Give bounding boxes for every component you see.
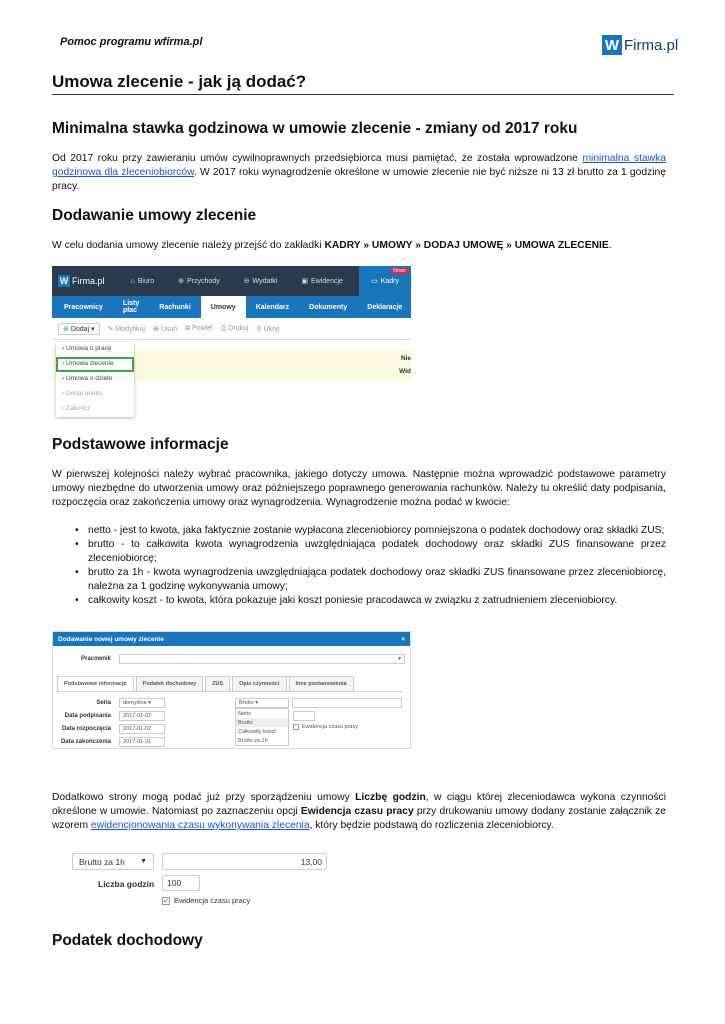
menu-item-zakoncz[interactable]: › Zakończ (62, 405, 91, 412)
start-date-input[interactable]: 2017-01-02 (119, 724, 165, 734)
minus-icon: ⊖ (243, 278, 250, 285)
screenshot-menu (52, 266, 411, 422)
hours-label: Liczba godzin (98, 879, 155, 889)
sub-nav (52, 296, 411, 318)
tab-description[interactable]: Opis czynności (232, 676, 286, 691)
tab-basic-info[interactable]: Podstawowe informacje (57, 676, 134, 691)
section-heading-adding: Dodawanie umowy zlecenie (52, 207, 257, 224)
duplicate-button[interactable]: ⧉ Powiel (185, 324, 213, 332)
nav-przychody[interactable]: ⊕ Przychody (178, 277, 220, 285)
option-total-cost[interactable]: Całkowity koszt (238, 728, 276, 735)
hours-input-row (293, 711, 315, 721)
screenshot-add-contract-dialog (52, 631, 411, 749)
tab-other[interactable]: Inne postanowienia (289, 676, 354, 691)
salary-type-row (235, 698, 402, 708)
chevron-down-icon: ▼ (140, 858, 147, 865)
start-date-row: Data rozpoczęcia 2017-01-02 (53, 724, 165, 734)
checkbox-checked-icon: ✓ (163, 897, 169, 905)
salary-type-select[interactable]: Brutto za 1h ▼ (72, 853, 154, 870)
hours-input[interactable] (293, 711, 315, 721)
app-logo: W Firma.pl (59, 276, 105, 286)
dialog-title-bar (53, 632, 410, 646)
time-record-link[interactable]: ewidencjonowania czasu wykonywania zlecenia (90, 820, 310, 831)
tab-income-tax[interactable]: Podatek dochodowy (136, 676, 203, 691)
paragraph-min-rate: Od 2017 roku przy zawieraniu umów cywilnoprawnych przedsiębiorca musi pamiętać, że została wprowadzone minimalna stawka godzinowa dla zleceniobiorców. W 2017 roku wynagrodzenie określone w umowie zlecenie nie być niższe ni 13 zł brutto za 1 godzinę pracy. (52, 153, 666, 192)
add-dropdown-menu (56, 342, 134, 417)
salary-type-select[interactable]: Brutto ▾ (235, 698, 289, 708)
option-brutto-1h[interactable]: Brutto za 1h (238, 737, 268, 744)
option-brutto[interactable]: Brutto (236, 718, 288, 727)
page-title: Umowa zlecenie - jak ją dodać? (52, 72, 674, 95)
nav-wydatki[interactable]: ⊖ Wydatki (243, 277, 278, 285)
print-button[interactable]: ⎙ Drukuj (220, 324, 249, 332)
seria-select[interactable]: domyślna ▾ (119, 698, 165, 708)
min-rate-link[interactable]: minimalna stawka godzinowa dla zleceniobiorców (52, 153, 666, 178)
info-text-2: Wid (399, 368, 411, 375)
wfirma-logo (602, 34, 678, 56)
employee-label: Pracownik (80, 656, 111, 662)
tab-zus[interactable]: ZUS (205, 676, 230, 691)
top-nav (52, 266, 411, 296)
hours-input[interactable]: 100 (162, 875, 200, 891)
paragraph-hours: Dodatkowo strony mogą podać już przy sporządzeniu umowy Liczbę godzin, w ciągu której zleceniodawca wykona czynności określone w umowie. Natomiast po zaznaczeniu opcji Ewidencja czasu pracy przy drukowaniu umowy dodany zostanie załącznik ze wzorem ewidencjonowania czasu wykonywania zlecenia, który będzie podstawą do rozliczenia zleceniobiorcy. (52, 792, 666, 831)
toolbar (52, 318, 411, 340)
employee-select[interactable]: ▾ (119, 654, 405, 664)
add-dropdown[interactable]: ⊕ Dodaj ▾ (58, 323, 100, 335)
seria-row: Seria domyślna ▾ (53, 698, 165, 708)
tab-deklaracje[interactable]: Deklaracje (367, 303, 403, 311)
menu-item-dodaj-aneks[interactable]: › Dodaj aneks (62, 390, 103, 397)
delete-icon: ⊖ (152, 325, 159, 333)
close-icon[interactable]: × (401, 635, 405, 643)
dialog-tabs (57, 676, 402, 692)
plus-icon: ⊕ (178, 278, 184, 285)
modify-button[interactable]: ✎ Modyfikuj (107, 325, 145, 333)
tab-umowy[interactable]: Umowy (201, 296, 246, 318)
list-item: • całkowity koszt - to kwota, która pokazuje jaki koszt poniesie pracodawca w związku z zatrudnieniem zleceniobiorcy. (74, 594, 666, 608)
salary-types-list (74, 524, 666, 608)
menu-item-umowa-o-prace[interactable]: › Umowa o pracę (62, 345, 112, 352)
logo-text: Firma.pl (624, 36, 679, 54)
tab-listy-plac[interactable]: Listy płac (122, 300, 140, 314)
paragraph-adding: W celu dodania umowy zlecenie należy przejść do zakładki KADRY » UMOWY » DODAJ UMOWĘ » UMOWA ZLECENIE. (52, 240, 612, 251)
folder-icon: ▭ (371, 278, 378, 285)
time-record-row: Ewidencja czasu pracy (293, 724, 358, 730)
end-date-row: Data zakończenia 2017-01-31 (53, 737, 165, 747)
amount-input[interactable]: 13,00 (162, 853, 327, 870)
list-item: • brutto - to całkowita kwota wynagrodzenia uwzględniająca podatek dochodowy oraz składki ZUS finansowane przez zleceniobiorcę; (74, 538, 666, 566)
section-heading-basic-info: Podstawowe informacje (52, 436, 229, 453)
list-item: • netto - jest to kwota, jaka faktycznie zostanie wypłacona zleceniobiorcy pomniejszona o podatek dochodowy oraz składki ZUS; (74, 524, 666, 538)
paragraph-basic-info: W pierwszej kolejności należy wybrać pracownika, jakiego dotyczy umowa. Następnie można wprowadzić podstawowe parametry umowy niezbędne do utworzenia umowy oraz późniejszego poprawnego generowania rachunków. Należy tu określić daty podpisania, rozpoczęcia oraz zakończenia umowy oraz wynagrodzenia. Wynagrodzenie można podać w kwocie: (52, 469, 666, 508)
time-record-checkbox[interactable] (293, 724, 299, 730)
book-icon: ▣ (301, 278, 308, 285)
doc-header-title: Pomoc programu wfirma.pl (60, 36, 203, 48)
option-netto[interactable]: Netto (238, 710, 252, 717)
salary-amount-input[interactable] (292, 698, 402, 708)
tab-pracownicy[interactable]: Pracownicy (64, 303, 103, 311)
hide-button[interactable]: ⚲ Ukryj (256, 325, 280, 333)
end-date-input[interactable]: 2017-01-31 (119, 737, 165, 747)
nav-kadry[interactable]: ▭ Kadry Nowe (359, 266, 411, 296)
home-icon: ⌂ (130, 277, 135, 285)
logo-mark: W (602, 35, 622, 55)
sign-date-row: Data podpisania 2017-01-02 (53, 711, 165, 721)
sign-date-input[interactable]: 2017-01-02 (119, 711, 165, 721)
tab-kalendarz[interactable]: Kalendarz (255, 303, 290, 311)
section-heading-income-tax: Podatek dochodowy (52, 932, 203, 949)
delete-button[interactable]: ⊖ Usuń (152, 325, 178, 333)
menu-item-umowa-zlecenie[interactable]: › Umowa zlecenie (56, 357, 134, 372)
employee-row (53, 654, 405, 664)
nav-biuro[interactable]: ⌂ Biuro (130, 277, 155, 285)
plus-icon: ⊕ (63, 325, 69, 333)
screenshot-hours-fields (68, 851, 330, 913)
dialog-title: Dodawanie nowej umowy zlecenie (58, 635, 164, 643)
tab-rachunki[interactable]: Rachunki (159, 303, 191, 311)
time-record-option[interactable]: ✓ Ewidencja czasu pracy (163, 896, 251, 905)
section-heading-min-rate: Minimalna stawka godzinowa w umowie zlecenie - zmiany od 2017 roku (52, 120, 578, 137)
info-text-1: Nie (400, 355, 411, 362)
menu-item-umowa-o-dzielo[interactable]: › Umowa o dzieło (62, 375, 113, 382)
nav-ewidencje[interactable]: ▣ Ewidencje (301, 277, 343, 285)
list-item: • brutto za 1h - kwota wynagrodzenia uwzględniająca podatek dochodowy oraz składki ZUS finansowane przez zleceniobiorcę, należna za 1 godzinę wykonywania umowy; (74, 566, 666, 594)
salary-type-options (235, 708, 289, 746)
new-badge: Nowe (393, 268, 406, 274)
tab-dokumenty[interactable]: Dokumenty (309, 303, 348, 311)
